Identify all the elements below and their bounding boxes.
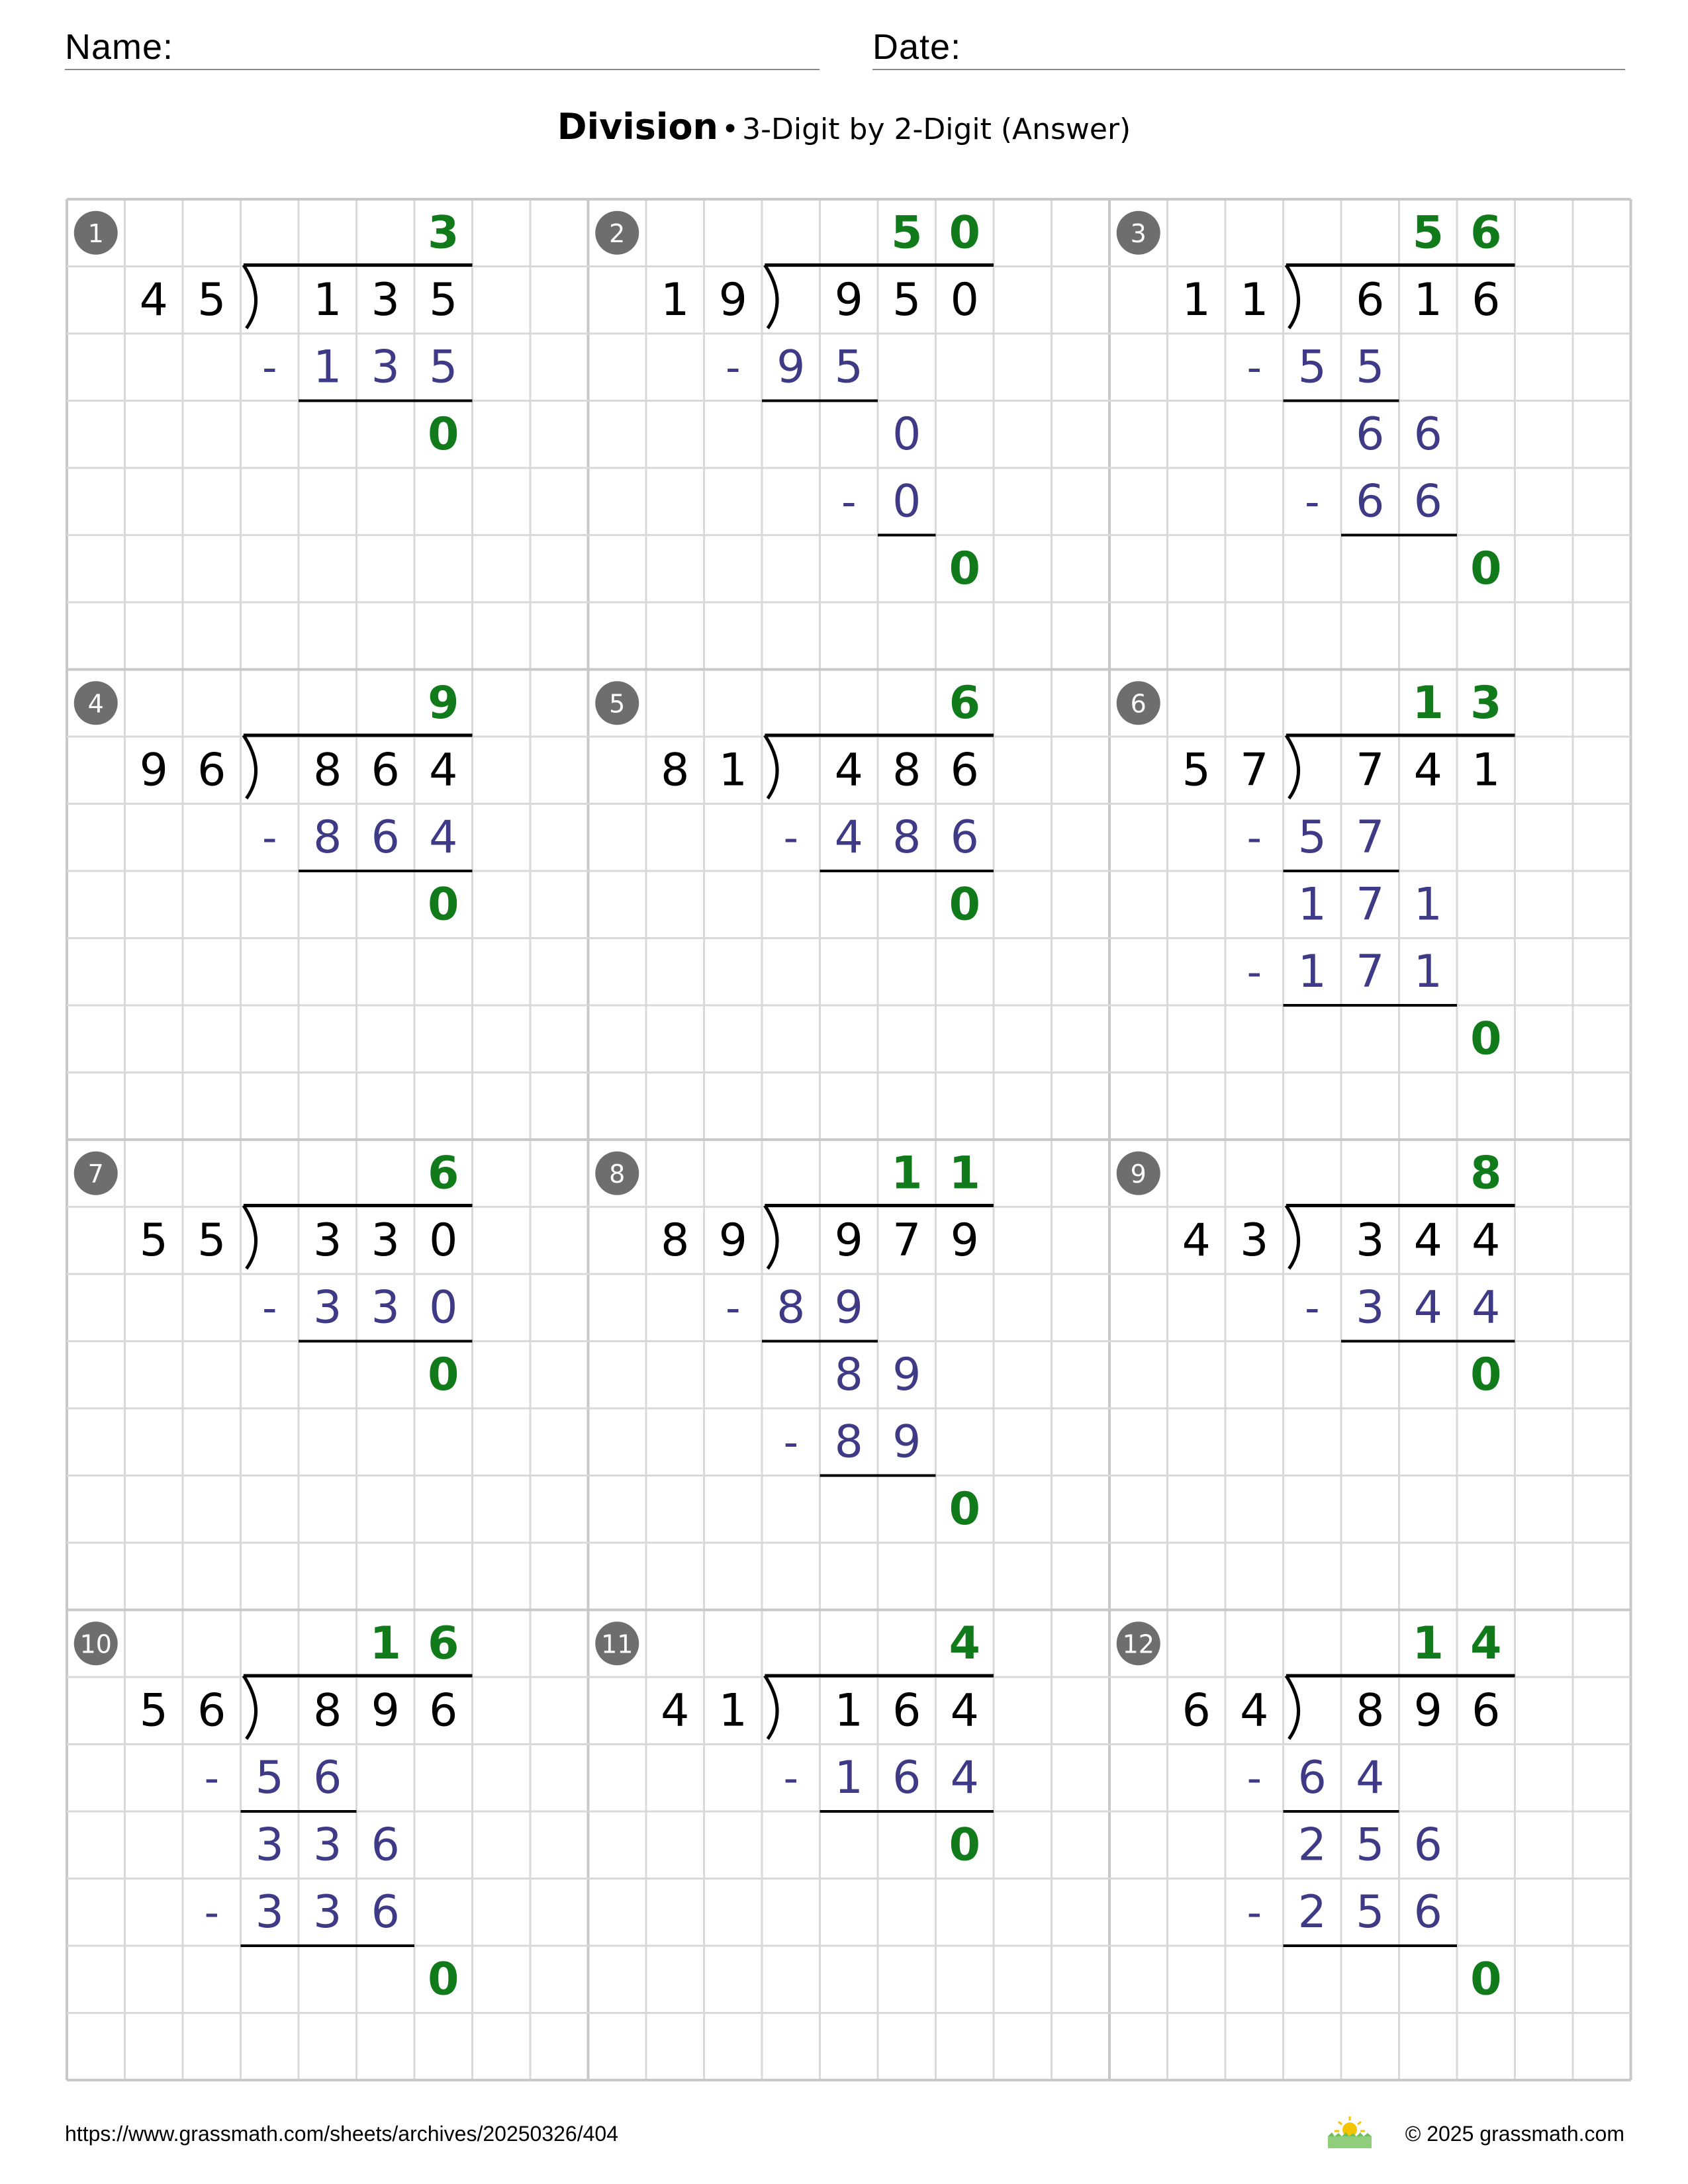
dividend-digit: 0	[950, 273, 979, 326]
divisor-digit: 6	[1182, 1684, 1211, 1737]
minus-sign: -	[1246, 947, 1262, 996]
divisor-digit: 6	[197, 744, 226, 797]
minus-sign: -	[726, 1283, 741, 1332]
dividend-digit: 3	[313, 1214, 342, 1267]
remainder-digit: 0	[1470, 542, 1502, 595]
dividend-digit: 9	[950, 1214, 979, 1267]
remainder-digit: 0	[428, 408, 459, 461]
division-bracket	[1286, 735, 1299, 799]
problem-number: 6	[1130, 689, 1147, 719]
minus-sign: -	[1246, 1888, 1262, 1936]
dividend-digit: 1	[313, 273, 342, 326]
title-sub: 3-Digit by 2-Digit (Answer)	[742, 113, 1131, 146]
dividend-digit: 4	[834, 744, 863, 797]
bring-down-digit: 6	[1413, 1819, 1442, 1872]
divisor-digit: 7	[1240, 744, 1269, 797]
dividend-digit: 8	[313, 1684, 342, 1737]
dividend-digit: 8	[1356, 1684, 1385, 1737]
divisor-digit: 5	[197, 1214, 226, 1267]
divisor-digit: 4	[1240, 1684, 1269, 1737]
subtract-digit: 6	[313, 1751, 342, 1804]
minus-sign: -	[1246, 1753, 1262, 1802]
dividend-digit: 4	[429, 744, 458, 797]
quotient-digit: 4	[1470, 1617, 1502, 1670]
minus-sign: -	[1246, 813, 1262, 862]
subtract-digit: 4	[1413, 1281, 1442, 1334]
minus-sign: -	[841, 477, 857, 526]
bring-down-digit: 6	[371, 1819, 400, 1872]
subtract-digit: 3	[371, 1281, 400, 1334]
minus-sign: -	[262, 813, 277, 862]
dividend-digit: 9	[834, 273, 863, 326]
dividend-digit: 6	[1472, 273, 1501, 326]
remainder-digit: 0	[949, 1819, 980, 1872]
division-bracket	[244, 265, 256, 329]
dividend-digit: 3	[371, 273, 400, 326]
divisor-digit: 1	[661, 273, 690, 326]
remainder-digit: 0	[949, 878, 980, 931]
subtract-digit: 4	[1472, 1281, 1501, 1334]
divisor-digit: 4	[139, 273, 168, 326]
bring-down-digit: 9	[892, 1348, 921, 1401]
title-separator: •	[722, 113, 739, 146]
dividend-digit: 8	[892, 744, 921, 797]
divisor-digit: 5	[1182, 744, 1211, 797]
dividend-digit: 9	[1413, 1684, 1442, 1737]
date-label: Date:	[872, 27, 962, 67]
division-bracket	[244, 1676, 256, 1739]
grass-sun-logo-icon	[1325, 2115, 1374, 2150]
divisor-digit: 1	[718, 744, 747, 797]
subtract-digit: 6	[371, 1886, 400, 1938]
subtract-digit: 7	[1356, 811, 1385, 864]
divisor-digit: 8	[661, 1214, 690, 1267]
dividend-digit: 4	[950, 1684, 979, 1737]
subtract-digit: 4	[429, 811, 458, 864]
subtract-digit: 6	[371, 811, 400, 864]
quotient-digit: 9	[428, 676, 459, 729]
quotient-digit: 8	[1470, 1147, 1502, 1200]
bring-down-digit: 1	[1297, 878, 1327, 931]
dividend-digit: 3	[1356, 1214, 1385, 1267]
subtract-digit: 1	[313, 341, 342, 394]
remainder-digit: 0	[1470, 1348, 1502, 1401]
subtract-digit: 4	[1356, 1751, 1385, 1804]
bring-down-digit: 6	[1356, 408, 1385, 461]
divisor-digit: 4	[661, 1684, 690, 1737]
division-bracket	[1286, 1676, 1299, 1739]
dividend-digit: 4	[1413, 1214, 1442, 1267]
dividend-digit: 7	[892, 1214, 921, 1267]
divisor-digit: 3	[1240, 1214, 1269, 1267]
name-label: Name:	[65, 27, 174, 67]
divisor-digit: 1	[1182, 273, 1211, 326]
title-main: Division	[557, 106, 718, 148]
minus-sign: -	[1246, 343, 1262, 392]
subtract-digit: 8	[776, 1281, 806, 1334]
division-bracket	[765, 265, 777, 329]
footer-copyright: © 2025 grassmath.com	[1405, 2122, 1624, 2146]
divisor-digit: 4	[1182, 1214, 1211, 1267]
dividend-digit: 6	[429, 1684, 458, 1737]
dividend-digit: 1	[834, 1684, 863, 1737]
subtract-digit: 1	[1297, 945, 1327, 998]
dividend-digit: 1	[1413, 273, 1442, 326]
divisor-digit: 8	[661, 744, 690, 797]
divisor-digit: 5	[197, 273, 226, 326]
subtract-digit: 5	[255, 1751, 284, 1804]
bring-down-digit: 5	[1356, 1819, 1385, 1872]
dividend-digit: 6	[371, 744, 400, 797]
minus-sign: -	[204, 1888, 219, 1936]
remainder-digit: 0	[428, 1348, 459, 1401]
subtract-digit: 5	[1297, 341, 1327, 394]
subtract-digit: 6	[1297, 1751, 1327, 1804]
dividend-digit: 4	[1413, 744, 1442, 797]
quotient-digit: 5	[1412, 206, 1444, 259]
quotient-digit: 6	[428, 1147, 459, 1200]
division-bracket	[765, 735, 777, 799]
subtract-digit: 9	[834, 1281, 863, 1334]
quotient-digit: 3	[428, 206, 459, 259]
problem-number: 8	[609, 1159, 626, 1189]
division-bracket	[244, 735, 256, 799]
quotient-digit: 0	[949, 206, 980, 259]
subtract-digit: 3	[313, 1281, 342, 1334]
problem-number: 4	[87, 689, 104, 719]
quotient-digit: 1	[369, 1617, 401, 1670]
subtract-digit: 5	[834, 341, 863, 394]
minus-sign: -	[783, 1753, 798, 1802]
subtract-digit: 1	[1413, 945, 1442, 998]
subtract-digit: 7	[1356, 945, 1385, 998]
subtract-digit: 5	[1356, 341, 1385, 394]
subtract-digit: 6	[1413, 1886, 1442, 1938]
subtract-digit: 6	[1413, 475, 1442, 528]
subtract-digit: 8	[834, 1416, 863, 1469]
bring-down-digit: 6	[1413, 408, 1442, 461]
minus-sign: -	[262, 1283, 277, 1332]
dividend-digit: 6	[1472, 1684, 1501, 1737]
subtract-digit: 9	[776, 341, 806, 394]
footer-url: https://www.grassmath.com/sheets/archives/20250326/404	[65, 2122, 618, 2146]
bring-down-digit: 3	[313, 1819, 342, 1872]
quotient-digit: 1	[1412, 676, 1444, 729]
dividend-digit: 9	[371, 1684, 400, 1737]
subtract-digit: 1	[834, 1751, 863, 1804]
problem-number: 3	[1130, 218, 1147, 248]
subtract-digit: 3	[255, 1886, 284, 1938]
quotient-digit: 6	[949, 676, 980, 729]
problem-number: 5	[609, 689, 626, 719]
subtract-digit: 5	[1297, 811, 1327, 864]
division-bracket	[765, 1206, 777, 1269]
subtract-digit: 0	[429, 1281, 458, 1334]
subtract-digit: 5	[429, 341, 458, 394]
quotient-digit: 6	[1470, 206, 1502, 259]
subtract-digit: 8	[892, 811, 921, 864]
division-bracket	[244, 1206, 256, 1269]
subtract-digit: 2	[1297, 1886, 1327, 1938]
problem-number: 12	[1122, 1629, 1154, 1659]
divisor-digit: 6	[197, 1684, 226, 1737]
minus-sign: -	[1305, 1283, 1320, 1332]
bring-down-digit: 3	[255, 1819, 284, 1872]
subtract-digit: 3	[371, 341, 400, 394]
remainder-digit: 0	[428, 878, 459, 931]
problem-number: 7	[87, 1159, 104, 1189]
minus-sign: -	[1305, 477, 1320, 526]
subtract-digit: 6	[892, 1751, 921, 1804]
subtract-digit: 6	[1356, 475, 1385, 528]
division-bracket	[1286, 265, 1299, 329]
problem-number: 9	[1130, 1159, 1147, 1189]
minus-sign: -	[783, 813, 798, 862]
quotient-digit: 1	[891, 1147, 923, 1200]
divisor-digit: 5	[139, 1214, 168, 1267]
dividend-digit: 8	[313, 744, 342, 797]
quotient-digit: 3	[1470, 676, 1502, 729]
subtract-digit: 6	[950, 811, 979, 864]
quotient-digit: 1	[1412, 1617, 1444, 1670]
problem-number: 10	[79, 1629, 112, 1659]
divisor-digit: 1	[1240, 273, 1269, 326]
problem-number: 1	[87, 218, 104, 248]
subtract-digit: 5	[1356, 1886, 1385, 1938]
divisor-digit: 9	[718, 1214, 747, 1267]
bring-down-digit: 2	[1297, 1819, 1327, 1872]
remainder-digit: 0	[428, 1953, 459, 2006]
dividend-digit: 6	[892, 1684, 921, 1737]
dividend-digit: 1	[1472, 744, 1501, 797]
subtract-digit: 8	[313, 811, 342, 864]
problem-number: 2	[609, 218, 626, 248]
bring-down-digit: 1	[1413, 878, 1442, 931]
divisor-digit: 1	[718, 1684, 747, 1737]
dividend-digit: 5	[429, 273, 458, 326]
dividend-digit: 4	[1472, 1214, 1501, 1267]
subtract-digit: 4	[834, 811, 863, 864]
remainder-digit: 0	[1470, 1953, 1502, 2006]
dividend-digit: 0	[429, 1214, 458, 1267]
dividend-digit: 5	[892, 273, 921, 326]
minus-sign: -	[783, 1418, 798, 1467]
quotient-digit: 6	[428, 1617, 459, 1670]
quotient-digit: 5	[891, 206, 923, 259]
dividend-digit: 9	[834, 1214, 863, 1267]
divisor-digit: 9	[718, 273, 747, 326]
subtract-digit: 4	[950, 1751, 979, 1804]
dividend-digit: 6	[1356, 273, 1385, 326]
dividend-digit: 3	[371, 1214, 400, 1267]
quotient-digit: 1	[949, 1147, 980, 1200]
subtract-digit: 9	[892, 1416, 921, 1469]
remainder-digit: 0	[949, 542, 980, 595]
minus-sign: -	[204, 1753, 219, 1802]
division-bracket	[765, 1676, 777, 1739]
divisor-digit: 9	[139, 744, 168, 797]
subtract-digit: 3	[1356, 1281, 1385, 1334]
remainder-digit: 0	[1470, 1013, 1502, 1066]
dividend-digit: 7	[1356, 744, 1385, 797]
minus-sign: -	[262, 343, 277, 392]
division-bracket	[1286, 1206, 1299, 1269]
problem-number: 11	[601, 1629, 633, 1659]
dividend-digit: 6	[950, 744, 979, 797]
remainder-digit: 0	[949, 1482, 980, 1535]
minus-sign: -	[726, 343, 741, 392]
divisor-digit: 5	[139, 1684, 168, 1737]
subtract-digit: 0	[892, 475, 921, 528]
bring-down-digit: 0	[892, 408, 921, 461]
subtract-digit: 3	[313, 1886, 342, 1938]
bring-down-digit: 7	[1356, 878, 1385, 931]
quotient-digit: 4	[949, 1617, 980, 1670]
bring-down-digit: 8	[834, 1348, 863, 1401]
